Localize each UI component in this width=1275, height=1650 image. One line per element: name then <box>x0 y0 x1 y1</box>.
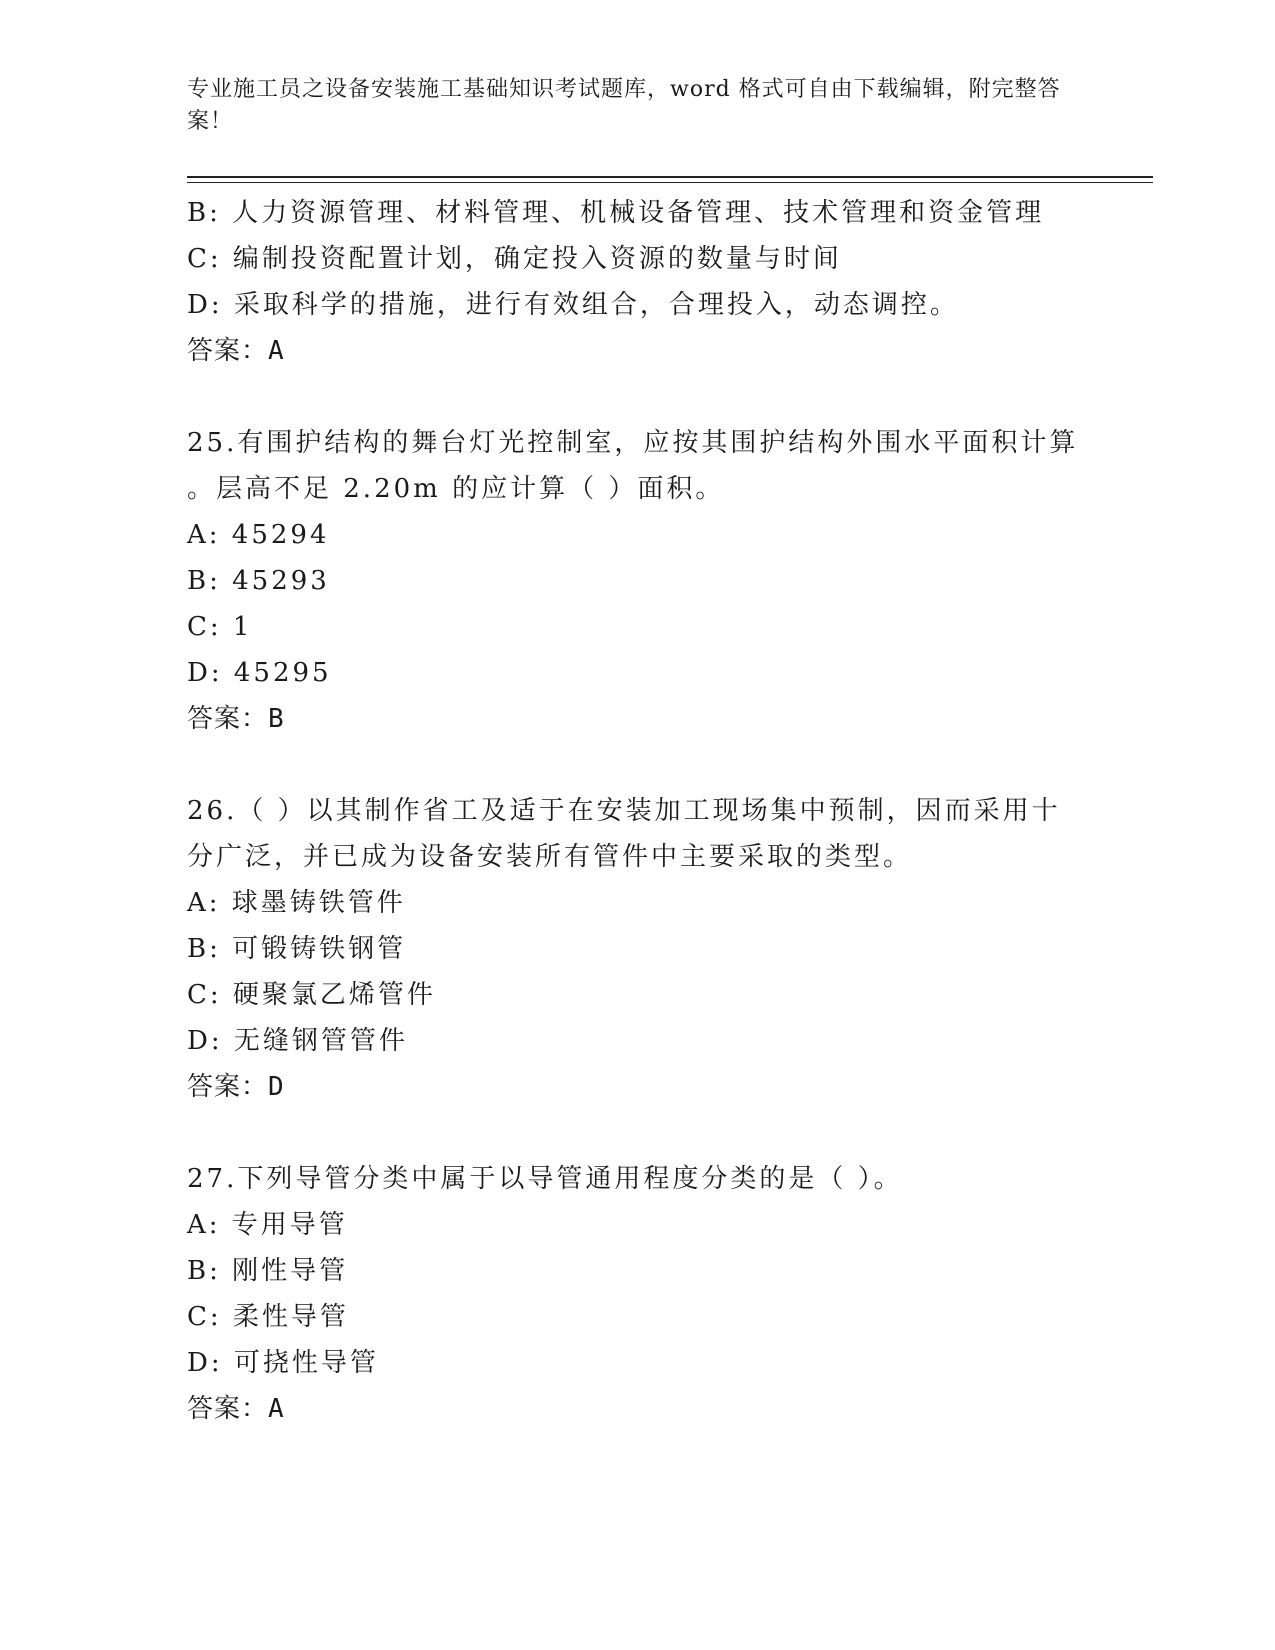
option-d: D: 采取科学的措施，进行有效组合，合理投入，动态调控。 <box>187 290 959 320</box>
question-text-cont: 。层高不足 2.20m 的应计算（ ）面积。 <box>187 474 725 504</box>
header-rule-thick <box>187 176 1153 178</box>
question-content <box>187 190 1087 1432</box>
option-c: C: 柔性导管 <box>187 1302 349 1332</box>
option-c: C: 1 <box>187 612 253 642</box>
option-b: B: 刚性导管 <box>187 1256 349 1286</box>
option-a: A: 专用导管 <box>187 1210 348 1240</box>
question-text: 27.下列导管分类中属于以导管通用程度分类的是（ ）。 <box>187 1164 903 1194</box>
option-a: A: 球墨铸铁管件 <box>187 888 406 918</box>
question-text: 25.有围护结构的舞台灯光控制室，应按其围护结构外围水平面积计算 <box>187 428 1079 458</box>
answer-line: 答案：A <box>187 336 285 366</box>
header-title: 专业施工员之设备安装施工基础知识考试题库，word 格式可自由下载编辑，附完整答案！ <box>187 77 1061 134</box>
option-b: B: 45293 <box>187 566 330 596</box>
option-b: B: 人力资源管理、材料管理、机械设备管理、技术管理和资金管理 <box>187 198 1045 228</box>
answer-line: 答案：A <box>187 1394 285 1424</box>
answer-line: 答案：D <box>187 1072 285 1102</box>
question-25 <box>187 420 1087 742</box>
option-d: D: 无缝钢管管件 <box>187 1026 408 1056</box>
option-d: D: 可挠性导管 <box>187 1348 379 1378</box>
option-c: C: 编制投资配置计划，确定投入资源的数量与时间 <box>187 244 842 274</box>
answer-line: 答案：B <box>187 704 285 734</box>
option-d: D: 45295 <box>187 658 332 688</box>
option-b: B: 可锻铸铁钢管 <box>187 934 407 964</box>
question-text: 26.（ ）以其制作省工及适于在安装加工现场集中预制，因而采用十 <box>187 796 1061 826</box>
header-rule-thin <box>187 182 1153 183</box>
document-header <box>187 74 1067 138</box>
question-26 <box>187 788 1087 1110</box>
option-a: A: 45294 <box>187 520 330 550</box>
previous-question-tail <box>187 190 1087 374</box>
question-27 <box>187 1156 1087 1432</box>
question-text-cont: 分广泛，并已成为设备安装所有管件中主要采取的类型。 <box>187 842 913 872</box>
option-c: C: 硬聚氯乙烯管件 <box>187 980 436 1010</box>
